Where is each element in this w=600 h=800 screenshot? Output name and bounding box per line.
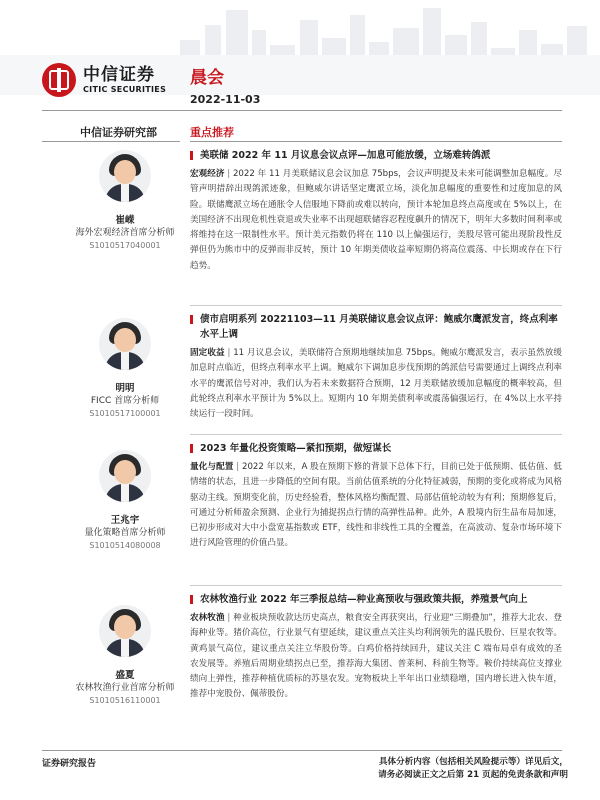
footer-disclaimer-line1: 具体分析内容（包括相关风险提示等）详见后文， xyxy=(378,757,568,767)
footer-divider xyxy=(42,750,562,751)
analyst-avatar-icon xyxy=(99,605,151,657)
analyst-card xyxy=(70,450,180,552)
brand-name-en: CITIC SECURITIES xyxy=(83,85,167,94)
item-text: 11 月议息会议，美联储符合预期地继续加息 75bps。鲍威尔鹰派发言，表示虽然放缓加息时点临近，但终点利率水平上调。鲍威尔下调加息步伐预期的鸽派信号需要通过上调终点利率水平的鹰派信号对冲，我们认为若未来数据符合预期，12 月美联储放缓加息幅度的概率较高，但此轮终点利率水平预计为 5%以上。短期内 10 年期美债利率或震荡偏强运行，在 4%以上水平持续运行一段时间。 xyxy=(190,348,562,420)
analyst-card xyxy=(70,150,180,252)
analyst-avatar-icon xyxy=(99,150,151,202)
recommendation-item xyxy=(190,312,562,422)
analyst-name: 明明 xyxy=(115,383,135,394)
analyst-name: 盛夏 xyxy=(115,670,135,681)
analyst-name: 崔嵘 xyxy=(115,215,135,226)
recommendation-item xyxy=(190,148,562,274)
analyst-cert-number: S1010517040001 xyxy=(89,241,161,250)
item-divider xyxy=(190,434,562,435)
section-title: 重点推荐 xyxy=(190,126,234,139)
item-body: 固定收益 | 11 月议息会议，美联储符合预期地继续加息 75bps。鲍威尔鹰派发言，表示虽然放缓加息时点临近，但终点利率水平上调。鲍威尔下调加息步伐预期的鸽派信号需要通过上调终点利率水平的鹰派信号对冲，我们认为若未来数据符合预期，12 月美联储放缓加息幅度的概率较高，但此轮终点利率水平预计为 5%以上。短期内 10 年期美债利率或震荡偏强运行，在 4%以上水平持续运行一段时间。 xyxy=(190,348,562,420)
analyst-avatar-icon xyxy=(99,450,151,502)
citic-logo xyxy=(42,63,166,97)
item-body: 宏观经济 | 2022 年 11 月美联储议息会议加息 75bps，会议声明提及未来可能调整加息幅度。尽管声明措辞出现鸽派迹象，但鲍威尔讲话坚定鹰派立场，淡化加息幅度的重要性和过度加息的风险。联储鹰派立场在通胀令人信服地下降前或难以转向，预计本轮加息终点高度或在 5%以上，在美国经济不出现危机性衰退或失业率不出现超联储容忍程度飙升的情况下，明年大多数时间利率或将维持在这一限制性水平。预计美元指数仍将在 110 以上偏强运行，美股尽管可能出现阶段性反弹但仍为熊市中的反弹而非反转，预计 10 年期美债收益率短期仍将高位震荡、中长期或存在下行趋势。 xyxy=(190,169,562,271)
analyst-name: 王兆宇 xyxy=(110,515,140,526)
item-tag: 固定收益 xyxy=(190,348,225,358)
sidebar-divider xyxy=(42,141,180,142)
analyst-role: 海外宏观经济首席分析师 xyxy=(75,228,175,238)
item-title: 美联储 2022 年 11 月议息会议点评—加息可能放缓，立场难转鸽派 xyxy=(190,148,562,163)
item-title: 债市启明系列 20221103—11 月美联储议息会议点评：鲍威尔鹰派发言，终点利率水平上调 xyxy=(190,312,562,342)
section-divider xyxy=(190,141,562,142)
footer-disclaimer xyxy=(300,756,568,782)
analyst-cert-number: S1010516110001 xyxy=(89,696,161,705)
brand-name-cn: 中信证券 xyxy=(83,65,155,85)
analyst-role: FICC 首席分析师 xyxy=(90,396,160,406)
recommendation-item xyxy=(190,592,562,703)
item-text: 2022 年以来，A 股在预期下修的背景下总体下行，目前已处于低预期、低估值、低情绪的状态，且进一步降低的空间有限。当前估值系统的分化特征减弱，预期的变化或将成为风格驱动主线。预期变化前，历史经验看，整体风格均衡配置、局部估值轮动较为有利；预期修复后，可通过分析师盈余预测、企业行为捕捉拐点行情的高弹性品种。此外，A 股境内衍生品布局加速，已初步形成对大中小盘宽基指数或 ETF，线性和非线性工具的全覆盖，在高波动、复杂市场环境下进行风险管理的价值凸显。 xyxy=(190,462,562,549)
item-title: 2023 年量化投资策略—紧扣预期，做短谋长 xyxy=(190,441,562,456)
item-body: 农林牧渔 | 种业板块预收款达历史高点，粮食安全再获突出，行业迎“三期叠加”，推荐大北农、登海种业等。猪价高位，行业景气有望延续，建议重点关注头均利润领先的温氏股份、巨星农牧等。黄鸡景气高位，建议重点关注立华股份等。白鸡价格持续回升，建议关注 C 端布局卓有成效的圣农发展等。养殖后周期业绩拐点已至，推荐海大集团、普莱柯、科前生物等。鞍价持续高位支撑业绩向上弹性，推荐种植优质标的苏垦农发。宠物板块上半年出口业绩稳增，国内增长进入快车道，推荐中宠股份、佩蒂股份。 xyxy=(190,613,562,700)
research-dept-title: 中信证券研究部 xyxy=(80,126,157,139)
report-title: 晨会 xyxy=(190,68,224,88)
footer-report-type: 证券研究报告 xyxy=(42,759,97,769)
footer-disclaimer-line2: 请务必阅读正文之后第 21 页起的免责条款和声明 xyxy=(378,770,568,780)
item-body: 量化与配置 | 2022 年以来，A 股在预期下修的背景下总体下行，目前已处于低预期、低估值、低情绪的状态，且进一步降低的空间有限。当前估值系统的分化特征减弱，预期的变化或将成为风格驱动主线。预期变化前，历史经验看，整体风格均衡配置、局部估值轮动较为有利；预期修复后，可通过分析师盈余预测、企业行为捕捉拐点行情的高弹性品种。此外，A 股境内衍生品布局加速，已初步形成对大中小盘宽基指数或 ETF，线性和非线性工具的全覆盖，在高波动、复杂市场环境下进行风险管理的价值凸显。 xyxy=(190,462,562,549)
header-divider xyxy=(42,110,562,111)
item-tag: 宏观经济 xyxy=(190,169,225,179)
analyst-cert-number: S1010514080008 xyxy=(89,541,161,550)
item-text: 2022 年 11 月美联储议息会议加息 75bps，会议声明提及未来可能调整加息幅度。尽管声明措辞出现鸽派迹象，但鲍威尔讲话坚定鹰派立场，淡化加息幅度的重要性和过度加息的风险。联储鹰派立场在通胀令人信服地下降前或难以转向，预计本轮加息终点高度或在 5%以上，在美国经济不出现危机性衰退或失业率不出现超联储容忍程度飙升的情况下，明年大多数时间利率或将维持在这一限制性水平。预计美元指数仍将在 110 以上偏强运行，美股尽管可能出现阶段性反弹但仍为熊市中的反弹而非反转，预计 10 年期美债收益率短期仍将高位震荡、中长期或存在下行趋势。 xyxy=(190,169,562,271)
analyst-cert-number: S1010517100001 xyxy=(89,409,161,418)
report-date: 2022-11-03 xyxy=(190,93,261,106)
analyst-card xyxy=(70,605,180,707)
analyst-role: 量化策略首席分析师 xyxy=(84,528,166,538)
item-divider xyxy=(190,305,562,306)
item-tag: 农林牧渔 xyxy=(190,613,225,623)
item-tag: 量化与配置 xyxy=(190,462,234,472)
recommendation-item xyxy=(190,441,562,552)
analyst-avatar-icon xyxy=(99,318,151,370)
citic-logo-icon xyxy=(42,63,76,97)
analyst-card xyxy=(70,318,180,420)
item-text: 种业板块预收款达历史高点，粮食安全再获突出，行业迎“三期叠加”，推荐大北农、登海种业等。猪价高位，行业景气有望延续，建议重点关注头均利润领先的温氏股份、巨星农牧等。黄鸡景气高位，建议重点关注立华股份等。白鸡价格持续回升，建议关注 C 端布局卓有成效的圣农发展等。养殖后周期业绩拐点已至，推荐海大集团、普莱柯、科前生物等。鞍价持续高位支撑业绩向上弹性，推荐种植优质标的苏垦农发。宠物板块上半年出口业绩稳增，国内增长进入快车道，推荐中宠股份、佩蒂股份。 xyxy=(190,613,562,700)
item-title: 农林牧渔行业 2022 年三季报总结—种业高预收与强政策共振，养殖景气向上 xyxy=(190,592,562,607)
analyst-role: 农林牧渔行业首席分析师 xyxy=(75,683,175,693)
item-divider xyxy=(190,585,562,586)
